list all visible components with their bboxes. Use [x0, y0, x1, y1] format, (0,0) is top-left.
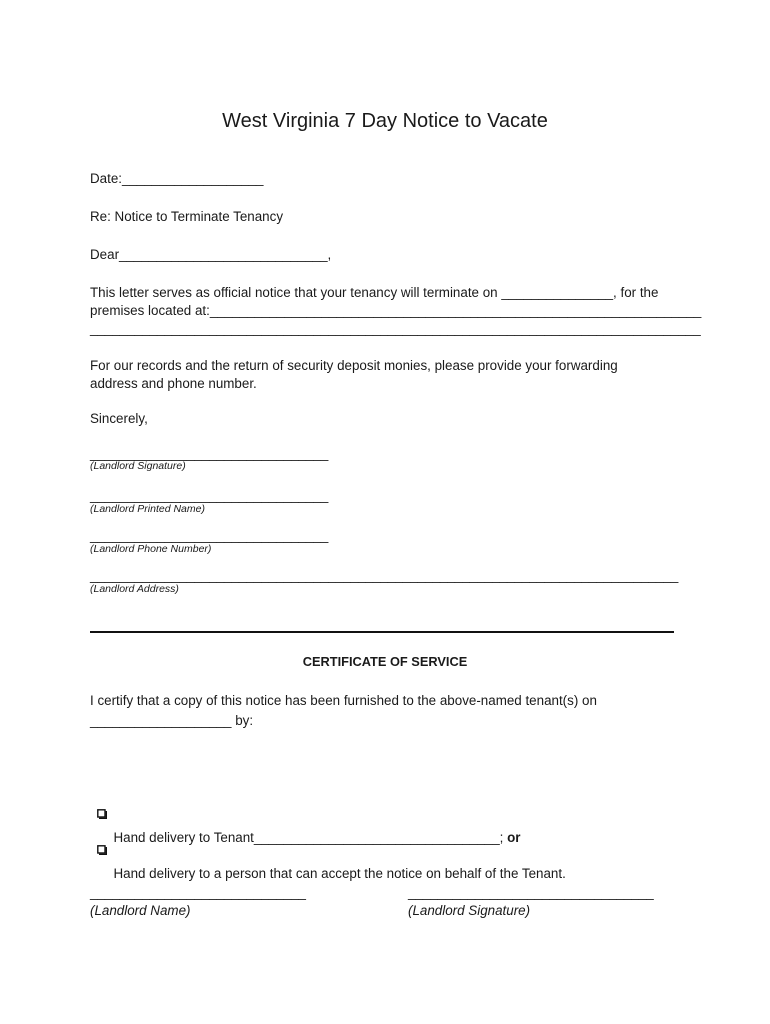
- option-2-label: Hand delivery to a person that can accept the notice on behalf of the Tenant.: [113, 866, 566, 882]
- option-1-label: Hand delivery to Tenant_________________________________;: [113, 830, 504, 846]
- footer-landlord-signature-caption: (Landlord Signature): [408, 903, 531, 918]
- checkbox-icon[interactable]: [97, 818, 107, 828]
- footer-landlord-name-line: _____________________________: [90, 885, 306, 900]
- paragraph-2-line-2: address and phone number.: [90, 376, 257, 391]
- address-line: _______________________________________________________________________________: [90, 568, 679, 583]
- signature-line: ________________________________: [90, 446, 329, 461]
- re-line: Re: Notice to Terminate Tenancy: [90, 209, 284, 224]
- paragraph-1-line-1: This letter serves as official notice that your tenancy will terminate on _______________, for the: [90, 285, 659, 300]
- certificate-line-2: ___________________ by:: [90, 713, 254, 728]
- footer-landlord-signature-line: _________________________________: [408, 885, 654, 900]
- certificate-heading: CERTIFICATE OF SERVICE: [302, 654, 468, 669]
- footer-landlord-name-caption: (Landlord Name): [90, 903, 191, 918]
- paragraph-1-line-3: __________________________________________________________________________________: [90, 321, 701, 336]
- section-divider: [90, 631, 674, 633]
- checkbox-icon[interactable]: [97, 782, 107, 792]
- paragraph-2-line-1: For our records and the return of security deposit monies, please provide your forwarding: [90, 358, 618, 373]
- printed-name-line: ________________________________: [90, 488, 329, 503]
- dear-line: Dear____________________________,: [90, 247, 332, 262]
- document-title: West Virginia 7 Day Notice to Vacate: [222, 110, 548, 132]
- phone-number-caption: (Landlord Phone Number): [90, 543, 212, 555]
- option-hand-delivery-agent: [90, 805, 566, 881]
- signature-caption: (Landlord Signature): [90, 460, 186, 472]
- printed-name-caption: (Landlord Printed Name): [90, 503, 205, 515]
- certificate-line-1: I certify that a copy of this notice has been furnished to the above-named tenant(s) on: [90, 693, 597, 708]
- paragraph-1-line-2: premises located at:__________________________________________________________________: [90, 303, 702, 318]
- phone-number-line: ________________________________: [90, 528, 329, 543]
- closing: Sincerely,: [90, 411, 148, 426]
- date-field: Date:___________________: [90, 171, 264, 186]
- option-1-or: or: [503, 830, 521, 846]
- address-caption: (Landlord Address): [90, 583, 179, 595]
